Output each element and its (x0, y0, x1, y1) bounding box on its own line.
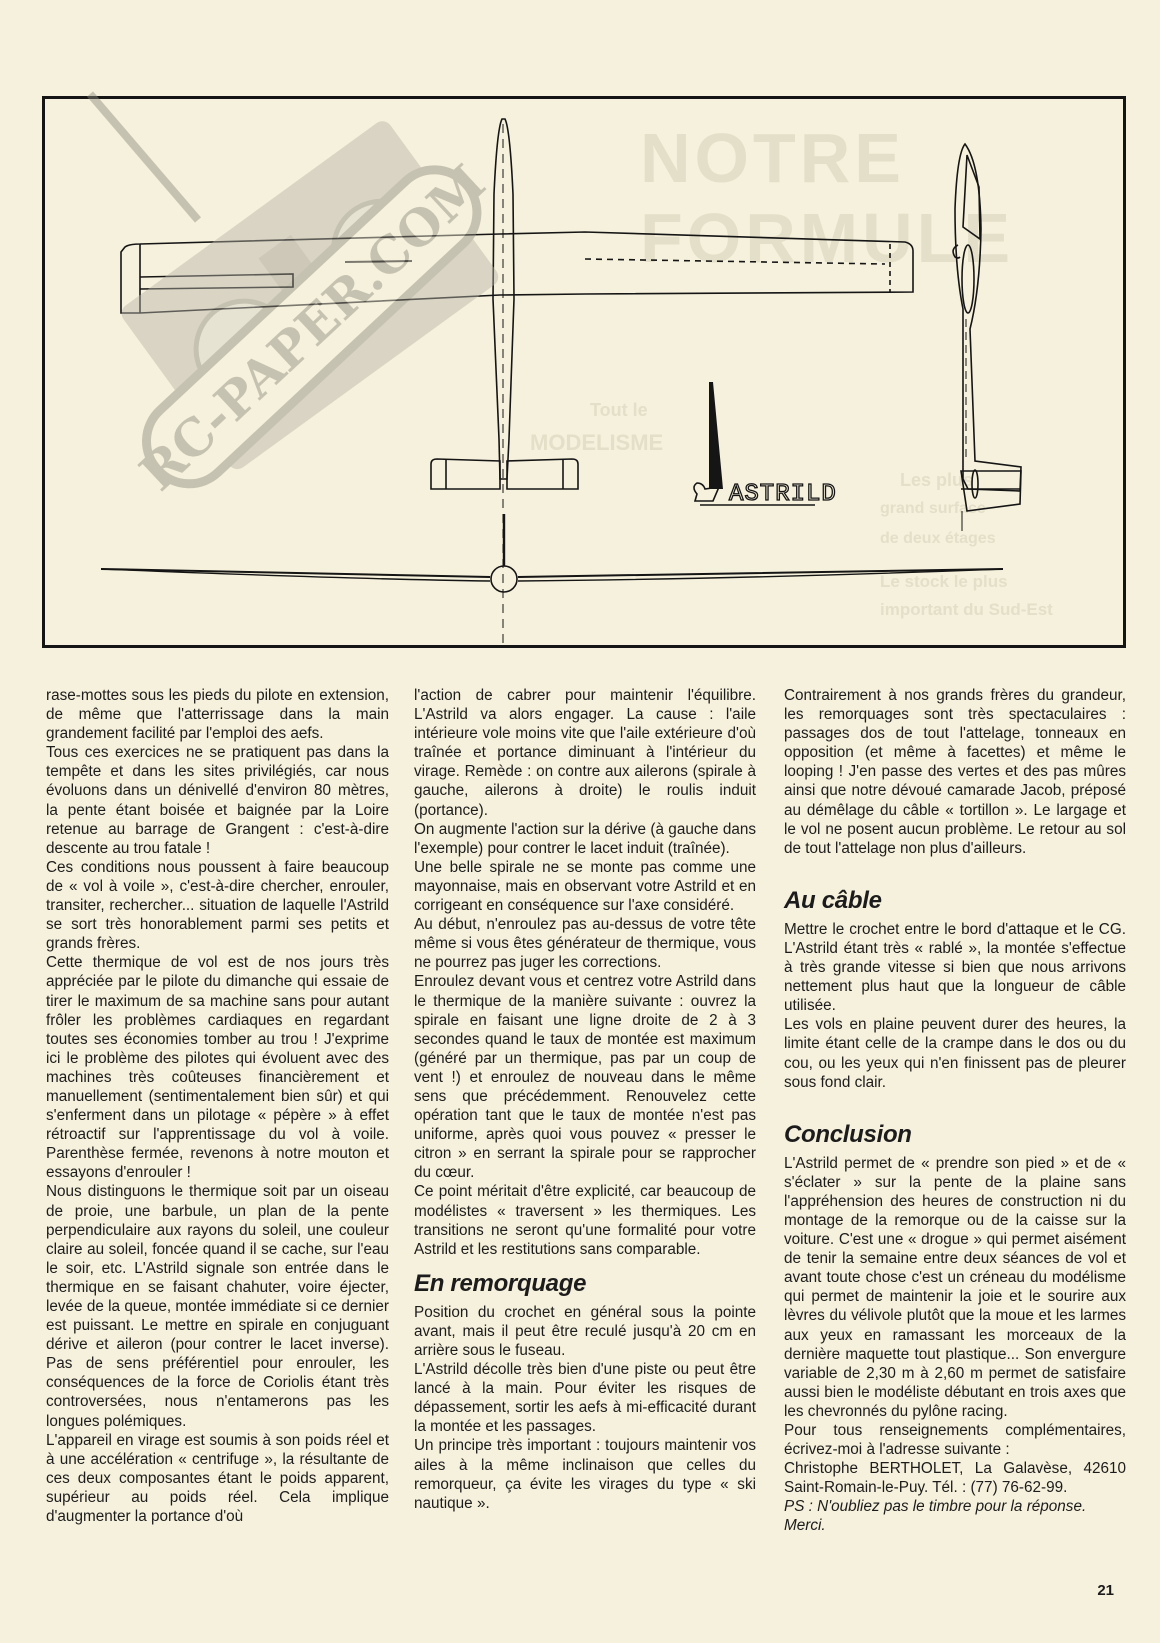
postscript: PS : N'oubliez pas le timbre pour la réponse. Merci. (784, 1498, 1087, 1535)
paragraph: Ces conditions nous poussent à faire beaucoup de « vol à voile », c'est-à-dire chercher, enrouler, transiter, rechercher... situation de laquelle l'Astrild se sort très honorablement parmi ses petits et grands frères. (46, 858, 389, 953)
watermark-text: RC-PAPER.COM (128, 153, 497, 502)
ghost-text: Tout le (590, 400, 648, 420)
section-heading: Au câble (784, 886, 882, 914)
paragraph: Tous ces exercices ne se pratiquent pas dans la tempête et dans les sites privilégiés, car nous évoluons dans un dénivellé d'environ 80 mètres, la pente étant boisée et baignée par la Loire retenue au barrage de Grangent : c'est-à-dire descente au trou fatale ! (46, 744, 389, 857)
airbrake (345, 261, 412, 262)
section-heading: En remorquage (414, 1269, 587, 1297)
aileron-outline (140, 274, 293, 289)
paragraph: Pour tous renseignements complémentaires, écrivez-moi à l'adresse suivante : (784, 1422, 1126, 1459)
section-heading: Conclusion (784, 1120, 912, 1148)
wing-section (962, 245, 974, 313)
paragraph: l'action de cabrer pour maintenir l'équilibre. L'Astrild va alors engager. La cause : l'aile intérieure vole moins vite que l'aile extérieure d'où traînée et portance diminuant à l'intérieur du virage. Remède : on contre aux ailerons (spirale à gauche, ailerons à droite) le roulis induit (portance). (414, 687, 756, 819)
glider-plan-drawing (45, 99, 1123, 645)
paragraph: Nous distinguons le thermique soit par un oiseau de proie, une barbule, un plan de la pente perpendiculaire aux rayons du soleil, une couleur claire au soleil, foncée quand il se cache, sur l'eau le soir, etc. L'Astrild signale son entrée dans le thermique en se faisant chahuter, voire éjecter, levée de la queue, montée immédiate si ce dernier est puissant. Le mettre en spirale en conjuguant dérive et aileron (pour contrer le lacet inverse). Pas de sens préférentiel pour enrouler, les conséquences de la force de Coriolis étant très controversées, nous n'entamerons pas les longues polémiques. (46, 1183, 389, 1430)
stab-section (972, 470, 978, 498)
paragraph: On augmente l'action sur la dérive (à gauche dans l'exemple) pour contrer le lacet induit (traînée). (414, 820, 756, 857)
stabilizer-left (431, 459, 500, 489)
ghost-text: Les plus (900, 470, 974, 490)
article-column-1 (46, 686, 389, 1526)
spar-line (585, 259, 885, 264)
paragraph: Ce point méritait d'être explicité, car beaucoup de modélistes « traversent » les thermiques. Les transitions ne seront qu'une formalité pour votre Astrild et les restitutions sans comparable. (414, 1183, 756, 1258)
article-column-3 (784, 686, 1126, 1536)
logo-text: ASTRILD (729, 481, 837, 508)
paragraph: L'Astrild permet de « prendre son pied » et de « s'éclater » sur la pente de la plaine sans l'appréhension des heures de construction ni du montage de la remorque ou de la caisse sur la voiture. C'est une « drogue » qui permet aisément de tenir la semaine entre deux séances de vol et avant toute chose c'est un créneau du modélisme qui permet de maintenir la joie et le sourire aux lèvres du vélivole plutôt que la moue et les larmes aux yeux en ramassant les morceaux de la dernière maquette tout plastique... Son envergure variable de 2,30 m à 2,60 m permet de satisfaire aussi bien le modéliste débutant en trois axes que les chevronnés du pylône racing. (784, 1154, 1126, 1420)
astrild-logo (694, 382, 837, 508)
page-number: 21 (1097, 1582, 1114, 1599)
paragraph: L'appareil en virage est soumis à son poids réel et à une accélération « centrifuge », la résultante de ces deux composantes étant le poids apparent, supérieur au poids réel. Cela implique d'augmenter la portance d'où (46, 1431, 389, 1526)
ghost-text: grand surface (880, 500, 986, 517)
ghost-text: de deux étages (880, 530, 996, 547)
ghost-text: NOTRE FORMULE (640, 119, 1015, 277)
paragraph: Contrairement à nos grands frères du grandeur, les remorquages sont très spectaculaires : passages dos de tout l'attelage, tonneaux en opposition (et même à facettes) et même le looping ! J'en passe des vertes et des pas mûres ainsi que notre dévoué camarade Jacob, préposé au démêlage du câble « tortillon ». Le largage et le vol ne posent aucun problème. Le retour au sol de tout l'attelage non plus d'ailleurs. (784, 687, 1126, 857)
paragraph: Un principe très important : toujours maintenir vos ailes à la même inclinaison que celles du remorqueur, ça évite les virages du type « ski nautique ». (414, 1437, 756, 1512)
paragraph: L'Astrild décolle très bien d'une piste ou peut être lancé à la main. Pour éviter les risques de dépassement, sortir les aefs à mi-efficacité durant la montée et les passages. (414, 1361, 756, 1436)
logo-fin-icon (709, 382, 723, 489)
paragraph: rase-mottes sous les pieds du pilote en extension, de même que l'atterrissage dans la main grandement facilité par l'emploi des aefs. (46, 687, 389, 743)
paragraph: Une belle spirale ne se monte pas comme une mayonnaise, mais en observant votre Astrild et en corrigeant en conséquence sur l'axe considéré. (414, 858, 756, 915)
front-view (101, 514, 1003, 592)
top-view (121, 119, 913, 644)
paragraph: Position du crochet en général sous la pointe avant, mais il peut être reculé jusqu'à 20 cm en arrière sous le fuseau. (414, 1303, 756, 1359)
ghost-text: important du Sud-Est (880, 600, 1053, 619)
paragraph: Mettre le crochet entre le bord d'attaque et le CG. L'Astrild étant très « rablé », la montée s'effectue à très grande vitesse si bien que nous arrivons nettement plus haut que la longueur de câble utilisée. (784, 920, 1126, 1015)
paragraph: Enroulez devant vous et centrez votre Astrild dans le thermique de la manière suivante : ouvrez la spirale en faisant une ligne droite de 2 à 3 secondes quand le taux de montée est maximum (généré par un thermique, pas par un coup de vent !) et enroulez de nouveau dans le même sens que précédemment. Renouvelez cette opération tant que le taux de montée n'est pas uniforme, après quoi vous pouvez « presser le citron » en serrant la spirale pour se rapprocher du cœur. (414, 973, 756, 1182)
wing-outline (121, 232, 913, 313)
fuselage-section (491, 566, 517, 592)
stabilizer-right (507, 459, 578, 489)
front-wing (101, 569, 1003, 577)
canopy (963, 155, 980, 239)
side-view (953, 144, 1021, 531)
plan-drawing-frame (42, 96, 1126, 648)
paragraph: Christophe BERTHOLET, La Galavèse, 42610 Saint-Romain-le-Puy. Tél. : (77) 76-62-99. (784, 1460, 1126, 1497)
ghost-text: MODELISME (530, 430, 664, 455)
paragraph: Cette thermique de vol est de nos jours très appréciée par le pilote du dimanche qui essaie de tirer le maximum de sa machine sans pour autant frôler les problèmes cardiaques en regardant toutes ses économies tomber au trou ! J'exprime ici le problème des pilotes qui évoluent avec des machines très coûteuses financièrement et manuellement (sentimentalement bien sûr) et qui s'enferment dans un pilotage « pépère » à effet rétroactif sur l'apprentissage du vol à voile. Parenthèse fermée, revenons à notre mouton et essayons d'enrouler ! (46, 954, 389, 1182)
paragraph: Les vols en plaine peuvent durer des heures, la limite étant celle de la crampe dans le dos ou du cou, ou les yeux qui n'en finissent pas de pleurer sous fond clair. (784, 1016, 1126, 1091)
ghost-text: Le stock le plus (880, 572, 1008, 591)
article-column-2 (414, 686, 756, 1513)
paragraph: Au début, n'enroulez pas au-dessus de votre tête même si vous êtes générateur de thermique, vous ne pourrez pas juger les corrections. (414, 916, 756, 972)
